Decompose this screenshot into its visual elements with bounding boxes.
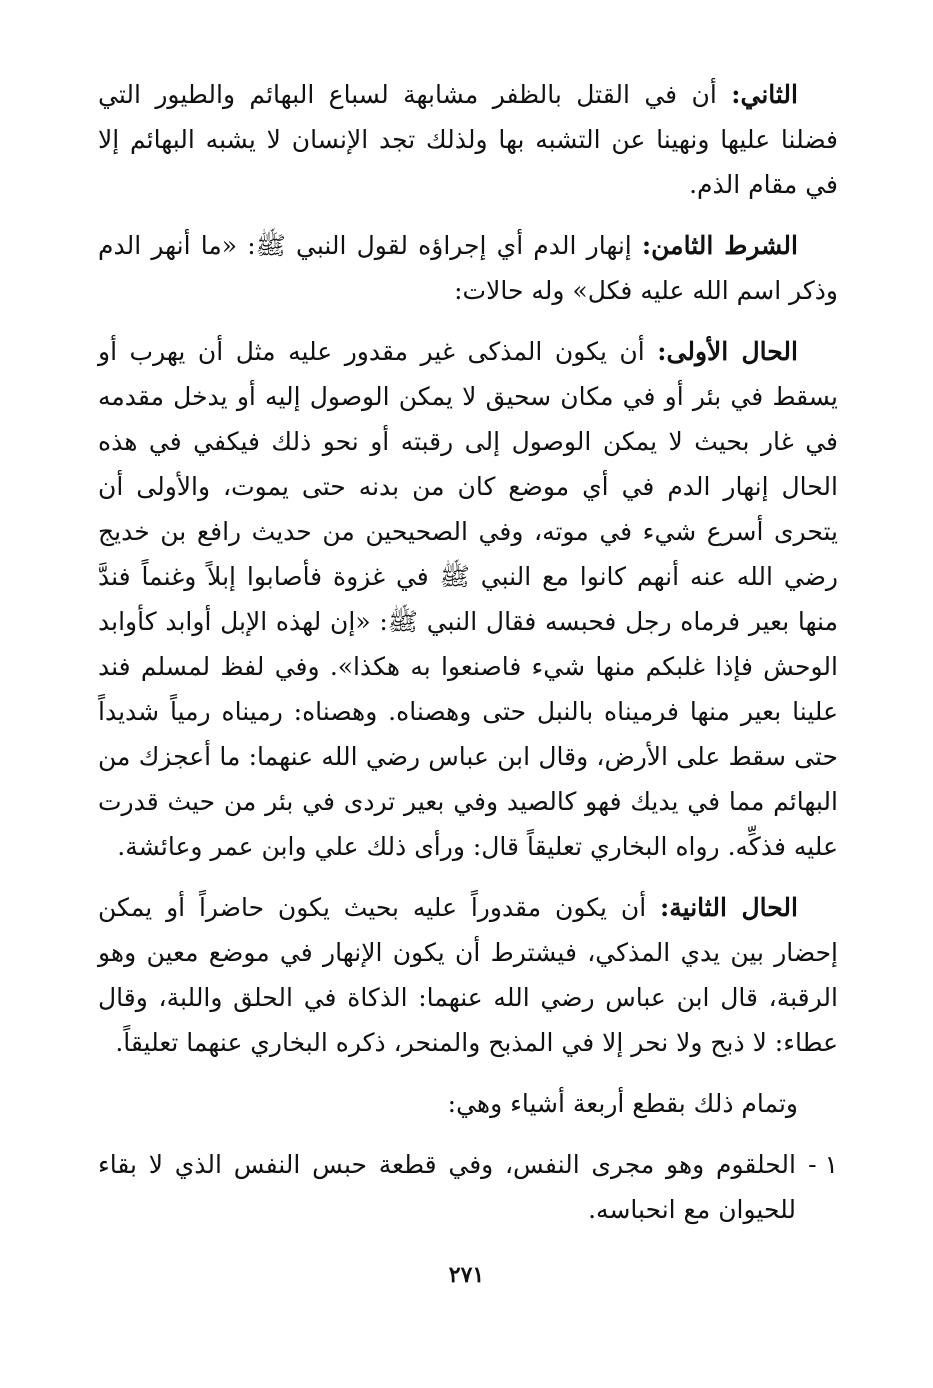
page-number: ٢٧١	[448, 1262, 485, 1288]
paragraph-3-text: أن يكون المذكى غير مقدور عليه مثل أن يهرب أو يسقط في بئر أو في مكان سحيق لا يمكن الوصول إليه أو يدخل مقدمه في غار بحيث لا يمكن الوصول إلى رقبته أو نحو ذلك فيكفي في هذه الحال إنهار الدم في أي موضع كان من بدنه حتى يموت، والأولى أن يتحرى أسرع شيء في موته، وفي الصحيحين من حديث رافع بن خديج رضي الله عنه أنهم كانوا مع النبي ﷺ في غزوة فأصابوا إبلاً وغنماً فندَّ منها بعير فرماه رجل فحبسه فقال النبي ﷺ: «إن لهذه الإبل أوابد كأوابد الوحش فإذا غلبكم منها شيء فاصنعوا به هكذا». وفي لفظ لمسلم فند علينا بعير منها فرميناه بالنبل حتى وهصناه. وهصناه: رميناه رمياً شديداً حتى سقط على الأرض، وقال ابن عباس رضي الله عنهما: ما أعجزك من البهائم مما في يديك فهو كالصيد وفي بعير تردى في بئر من حيث قدرت عليه فذكِّه. رواه البخاري تعليقاً قال: ورأى ذلك علي وابن عمر وعائشة.	[98, 337, 838, 861]
list-item	[98, 1142, 838, 1232]
paragraph-2	[98, 223, 838, 313]
paragraph-3-lead: الحال الأولى:	[657, 337, 798, 366]
paragraph-1-text: أن في القتل بالظفر مشابهة لسباع البهائم والطيور التي فضلنا عليها ونهينا عن التشبه بها ولذلك تجد الإنسان لا يشبه البهائم إلا في مقام الذم.	[98, 80, 838, 199]
page-body	[98, 72, 838, 1232]
paragraph-4-lead: الحال الثانية:	[660, 893, 798, 922]
paragraph-1-lead: الثاني:	[731, 80, 798, 109]
paragraph-4-text: أن يكون مقدوراً عليه بحيث يكون حاضراً أو يمكن إحضار بين يدي المذكي، فيشترط أن يكون الإنهار في موضع معين وهو الرقبة، قال ابن عباس رضي الله عنهما: الذكاة في الحلق واللبة، وقال عطاء: لا ذبح ولا نحر إلا في المذبح والمنحر، ذكره البخاري عنهما تعليقاً.	[98, 893, 838, 1057]
paragraph-3	[98, 329, 838, 869]
paragraph-4	[98, 885, 838, 1065]
paragraph-2-lead: الشرط الثامن:	[641, 231, 798, 260]
list-item-text: الحلقوم وهو مجرى النفس، وفي قطعة حبس النفس الذي لا بقاء للحيوان مع انحباسه.	[98, 1150, 796, 1224]
list-item-number: ١ -	[808, 1150, 838, 1179]
paragraph-5-text: وتمام ذلك بقطع أربعة أشياء وهي:	[447, 1089, 798, 1118]
paragraph-5	[98, 1081, 838, 1126]
paragraph-1	[98, 72, 838, 207]
paragraph-2-text: إنهار الدم أي إجراؤه لقول النبي ﷺ: «ما أنهر الدم وذكر اسم الله عليه فكل» وله حالات:	[98, 231, 838, 305]
